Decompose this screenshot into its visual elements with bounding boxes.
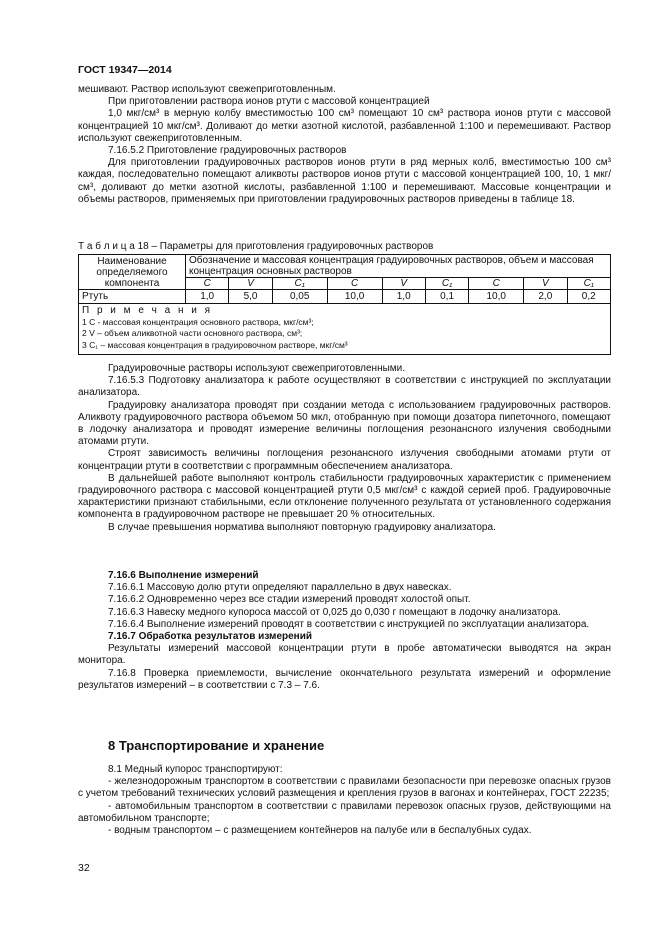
paragraph: Строят зависимость величины поглощения резонансного излучения свободными атомами ртути от концентрации ртути в соответствии с программным обеспечением анализатора. — [78, 448, 611, 472]
paragraph: 7.16.6.2 Одновременно через все стадии измерений проводят холостой опыт. — [108, 594, 471, 606]
document-header: ГОСТ 19347—2014 — [78, 64, 172, 76]
table-notes — [79, 304, 611, 355]
paragraph: 7.16.5.3 Подготовку анализатора к работе осуществляют в соответствии с инструкцией по эксплуатации анализатора. — [78, 375, 611, 399]
subheader-cell: V — [229, 278, 272, 290]
value-cell: 5,0 — [229, 290, 272, 304]
section-heading: 8 Транспортирование и хранение — [108, 738, 325, 753]
subheader-cell: C — [469, 278, 524, 290]
paragraph: Градуировку анализатора проводят при создании метода с использованием градуировочных растворов. Аликвоту градуировочного раствора объемом 50 мкл, отобранную при помощи дозатора пипеточного, помещают в лодочку анализатора и проводят измерение величины поглощения резонансного излучения свободными атомами ртути. — [78, 399, 611, 448]
note-item: 1 C - массовая концентрация основного раствора, мкг/см³; — [82, 316, 314, 327]
row-name-cell: Ртуть — [79, 290, 186, 304]
text-block-measurements — [78, 570, 611, 692]
subheader-cell: C — [186, 278, 229, 290]
paragraph: При приготовлении раствора ионов ртути с массовой концентрацией — [108, 96, 430, 108]
subheader-cell: C — [327, 278, 382, 290]
text-block-calibration — [78, 363, 611, 534]
table-row — [79, 290, 611, 304]
note-item: 2 V – объем аликвотной части основного раствора, см³; — [82, 328, 303, 338]
column-header-component: Наименование определяемого компонента — [79, 255, 186, 290]
paragraph: Для приготовлении градуировочных растворов ионов ртути в ряд мерных колб, вместимостью 100 см³ каждая, последовательно помещают аликвоты растворов ионов ртути с массовой концентрацией 100, 10, 1 мкг/см³, доливают до метки азотной кислоты, разбавленной 1:100 и перемешивают. Массовые концентрации и объемы растворов, применяемых при приготовлении градуировочных растворов приведены в таблице 18. — [78, 157, 611, 205]
subheader-cell: C₁ — [567, 278, 610, 290]
value-cell: 1,0 — [186, 290, 229, 304]
paragraph: В случае превышения норматива выполняют повторную градуировку анализатора. — [108, 521, 496, 533]
table-caption-text: 18 – Параметры для приготовления градуировочных растворов — [137, 241, 434, 252]
value-cell: 0,2 — [567, 290, 610, 304]
value-cell: 2,0 — [524, 290, 567, 304]
paragraph: В дальнейшей работе выполняют контроль стабильности градуировочных характеристик с применением градуировочного раствора с массовой концентрацией ртути 0,5 мкг/см³ с каждой серией проб. Градуировочные характеристики признают стабильными, если отклонение полученного результата от установленного содержания компонента в градуировочном растворе не превышает 20 % относительных. — [78, 472, 611, 521]
paragraph: 7.16.6.1 Массовую долю ртути определяют параллельно в двух навесках. — [108, 582, 452, 594]
paragraph: 8.1 Медный купорос транспортируют: — [108, 764, 283, 775]
paragraph: 7.16.8 Проверка приемлемости, вычисление окончательного результата измерений и оформление результатов измерений – в соответствии с 7.3 – 7.6. — [78, 667, 611, 691]
notes-title: П р и м е ч а н и я — [82, 305, 213, 316]
parameters-table — [78, 254, 611, 355]
page-number: 32 — [78, 862, 90, 874]
column-header-group: Обозначение и массовая концентрация градуировочных растворов, объем и массовая концентрация основных растворов — [186, 255, 611, 278]
value-cell: 10,0 — [469, 290, 524, 304]
paragraph: Результаты измерений массовой концентрации ртути в пробе автоматически выводятся на экран монитора. — [78, 643, 611, 667]
paragraph: 7.16.6.4 Выполнение измерений проводят в соответствии с инструкцией по эксплуатации анализатора. — [108, 618, 590, 630]
paragraph: 1,0 мкг/см³ в мерную колбу вместимостью 100 см³ помещают 10 см³ раствора ионов ртути с массовой концентрацией 10 мкг/см³. Доливают до метки азотной кислотой, разбавленной 1:100 и перемешивают. Раствор используют свежеприготовленным. — [78, 108, 611, 144]
table-caption — [78, 241, 433, 252]
paragraph: Градуировочные растворы используют свежеприготовленными. — [108, 363, 406, 374]
subsection-heading: 7.16.7 Обработка результатов измерений — [108, 631, 313, 643]
subheader-cell: C₁ — [272, 278, 327, 290]
paragraph: - железнодорожным транспортом в соответствии с правилами безопасности при перевозке опасных грузов с учетом требований технических условий размещения и крепления грузов в вагонах и контейнерах, ГОСТ 22235; — [78, 776, 611, 800]
subheader-cell: V — [382, 278, 425, 290]
value-cell: 10,0 — [327, 290, 382, 304]
value-cell: 1,0 — [382, 290, 425, 304]
value-cell: 0,05 — [272, 290, 327, 304]
paragraph: - водным транспортом – с размещением контейнеров на палубе или в беспалубных судах. — [108, 825, 532, 837]
subheader-cell: V — [524, 278, 567, 290]
paragraph: - автомобильным транспортом в соответствии с правилами перевозок опасных грузов, действующими на автомобильном транспорте; — [78, 800, 611, 824]
note-item: 3 C₁ – массовая концентрация в градуировочном растворе, мкг/см³ — [82, 339, 348, 350]
table-caption-label: Т а б л и ц а — [78, 241, 135, 252]
subsection-heading: 7.16.6 Выполнение измерений — [108, 570, 259, 581]
text-block-transport — [78, 764, 611, 837]
text-block-preparation — [78, 84, 611, 206]
paragraph: 7.16.5.2 Приготовление градуировочных растворов — [108, 145, 347, 157]
subheader-cell: C₁ — [425, 278, 468, 290]
paragraph: 7.16.6.3 Навеску медного купороса массой от 0,025 до 0,030 г помещают в лодочку анализатора. — [108, 606, 561, 618]
value-cell: 0,1 — [425, 290, 468, 304]
paragraph: мешивают. Раствор используют свежеприготовленным. — [78, 84, 336, 95]
